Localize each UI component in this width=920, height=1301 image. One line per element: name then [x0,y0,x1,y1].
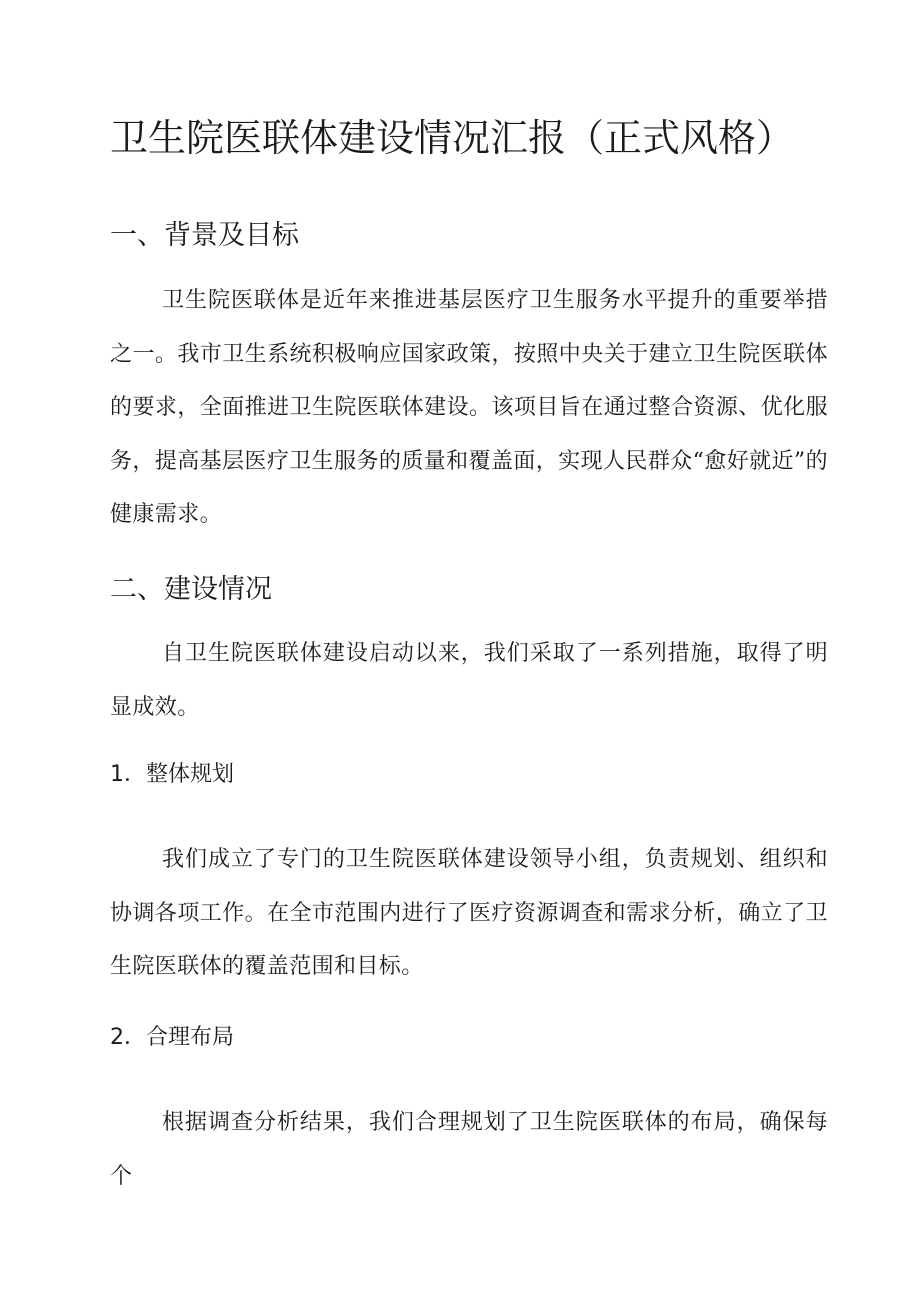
section-heading-construction: 二、建设情况 [110,574,272,605]
subsection-heading-overall-planning: 1．整体规划 [110,762,234,787]
subsection-paragraph-layout: 根据调查分析结果，我们合理规划了卫生院医联体的布局，确保每个 [110,1110,828,1189]
section-paragraph-background: 卫生院医联体是近年来推进基层医疗卫生服务水平提升的重要举措之一。我市卫生系统积极响应国家政策，按照中央关于建立卫生院医联体的要求，全面推进卫生院医联体建设。该项目旨在通过整合资源、优化服务，提高基层医疗卫生服务的质量和覆盖面，实现人民群众“愈好就近”的健康需求。 [110,288,828,527]
subsection-heading-layout: 2．合理布局 [110,1025,234,1050]
section-heading-background: 一、背景及目标 [110,220,299,251]
subsection-paragraph-overall-planning: 我们成立了专门的卫生院医联体建设领导小组，负责规划、组织和协调各项工作。在全市范围内进行了医疗资源调查和需求分析，确立了卫生院医联体的覆盖范围和目标。 [110,847,828,979]
document-title: 卫生院医联体建设情况汇报（正式风格） [110,116,795,160]
section-paragraph-construction: 自卫生院医联体建设启动以来，我们采取了一系列措施，取得了明显成效。 [110,641,828,720]
